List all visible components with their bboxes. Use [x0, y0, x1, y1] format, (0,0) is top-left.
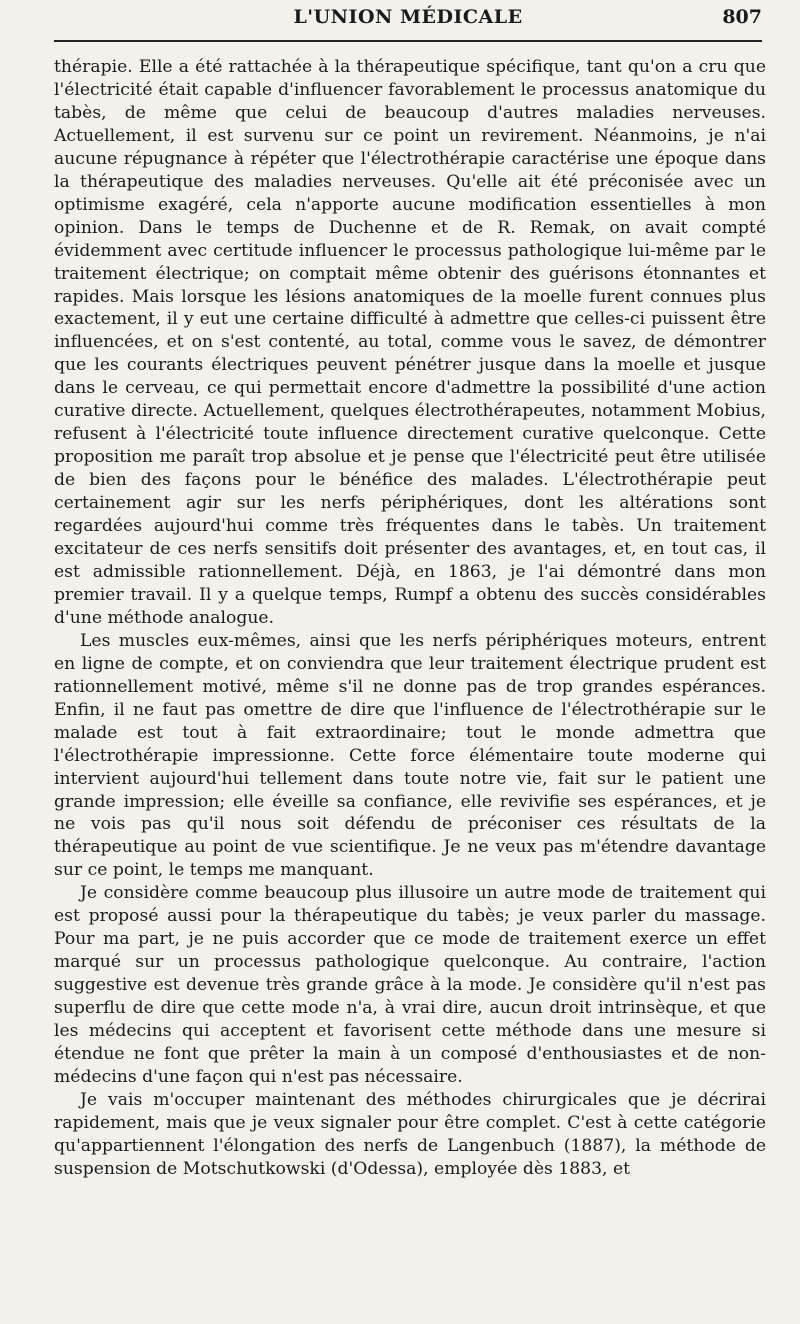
page-number: 807	[722, 6, 762, 28]
paragraph-electrotherapy: thérapie. Elle a été rattachée à la thérapeutique spécifique, tant qu'on a cru que l'électricité était capable d'influencer favorablement le processus anatomique du tabès, de même que celui de beaucoup d'autres maladies nerveuses. Actuellement, il est survenu sur ce point un revirement. Néanmoins, je n'ai aucune répugnance à répéter que l'électrothérapie caractérise une époque dans la thérapeutique des maladies nerveuses. Qu'elle ait été préconisée avec un optimisme exagéré, cela n'apporte aucune modification essentielles à mon opinion. Dans le temps de Duchenne et de R. Remak, on avait compté évidemment avec certitude influencer le processus pathologique lui-même par le traitement électrique; on comptait même obtenir des guérisons étonnantes et rapides. Mais lorsque les lésions anatomiques de la moelle furent connues plus exactement, il y eut une certaine difficulté à admettre que celles-ci puissent être influencées, et on s'est contenté, au total, comme vous le savez, de démontrer que les courants électriques peuvent pénétrer jusque dans la moelle et jusque dans le cerveau, ce qui permettait encore d'admettre la possibilité d'une action curative directe. Actuellement, quelques électrothérapeutes, notamment Mobius, refusent à l'électricité toute influence directement curative quelconque. Cette proposition me paraît trop absolue et je pense que l'électricité peut être utilisée de bien des façons pour le bénéfice des malades. L'électrothérapie peut certainement agir sur les nerfs périphériques, dont les altérations sont regardées aujourd'hui comme très fréquentes dans le tabès. Un traitement excitateur de ces nerfs sensitifs doit présenter des avantages, et, en tout cas, il est admissible rationnellement. Déjà, en 1863, je l'ai démontré dans mon premier travail. Il y a quelque temps, Rumpf a obtenu des succès considérables d'une méthode analogue.	[54, 57, 766, 628]
paragraph-muscles: Les muscles eux-mêmes, ainsi que les nerfs périphériques moteurs, entrent en ligne de compte, et on conviendra que leur traitement électrique prudent est rationnellement motivé, même s'il ne donne pas de trop grandes espérances. Enfin, il ne faut pas omettre de dire que l'influence de l'électrothérapie sur le malade est tout à fait extraordinaire; tout le monde admettra que l'électrothérapie impressionne. Cette force élémentaire toute moderne qui intervient aujourd'hui tellement dans toute notre vie, fait sur le patient une grande impression; elle éveille sa confiance, elle revivifie ses espérances, et je ne vois pas qu'il nous soit défendu de préconiser ces résultats de la thérapeutique au point de vue scientifique. Je ne veux pas m'étendre davantage sur ce point, le temps me manquant.	[54, 630, 766, 881]
paragraph-surgical-methods: Je vais m'occuper maintenant des méthodes chirurgicales que je décrirai rapidement, mais que je veux signaler pour être complet. C'est à cette catégorie qu'appartiennent l'élongation des nerfs de Langenbuch (1887), la méthode de suspension de Motschutkowski (d'Odessa), employée dès 1883, et	[54, 1089, 766, 1179]
running-title: L'UNION MÉDICALE	[293, 6, 523, 28]
page-header	[54, 0, 762, 42]
paragraph-massage: Je considère comme beaucoup plus illusoire un autre mode de traitement qui est proposé aussi pour la thérapeutique du tabès; je veux parler du massage. Pour ma part, je ne puis accorder que ce mode de traitement exerce un effet marqué sur un processus pathologique quelconque. Au contraire, l'action suggestive est devenue très grande grâce à la mode. Je considère qu'il n'est pas superflu de dire que cette mode n'a, à vrai dire, aucun droit intrinsèque, et que les médecins qui acceptent et favorisent cette méthode dans une mesure si étendue ne font que prêter la main à un composé d'enthousiastes et de non-médecins d'une façon qui n'est pas nécessaire.	[54, 883, 766, 1087]
body-text	[54, 56, 766, 1181]
